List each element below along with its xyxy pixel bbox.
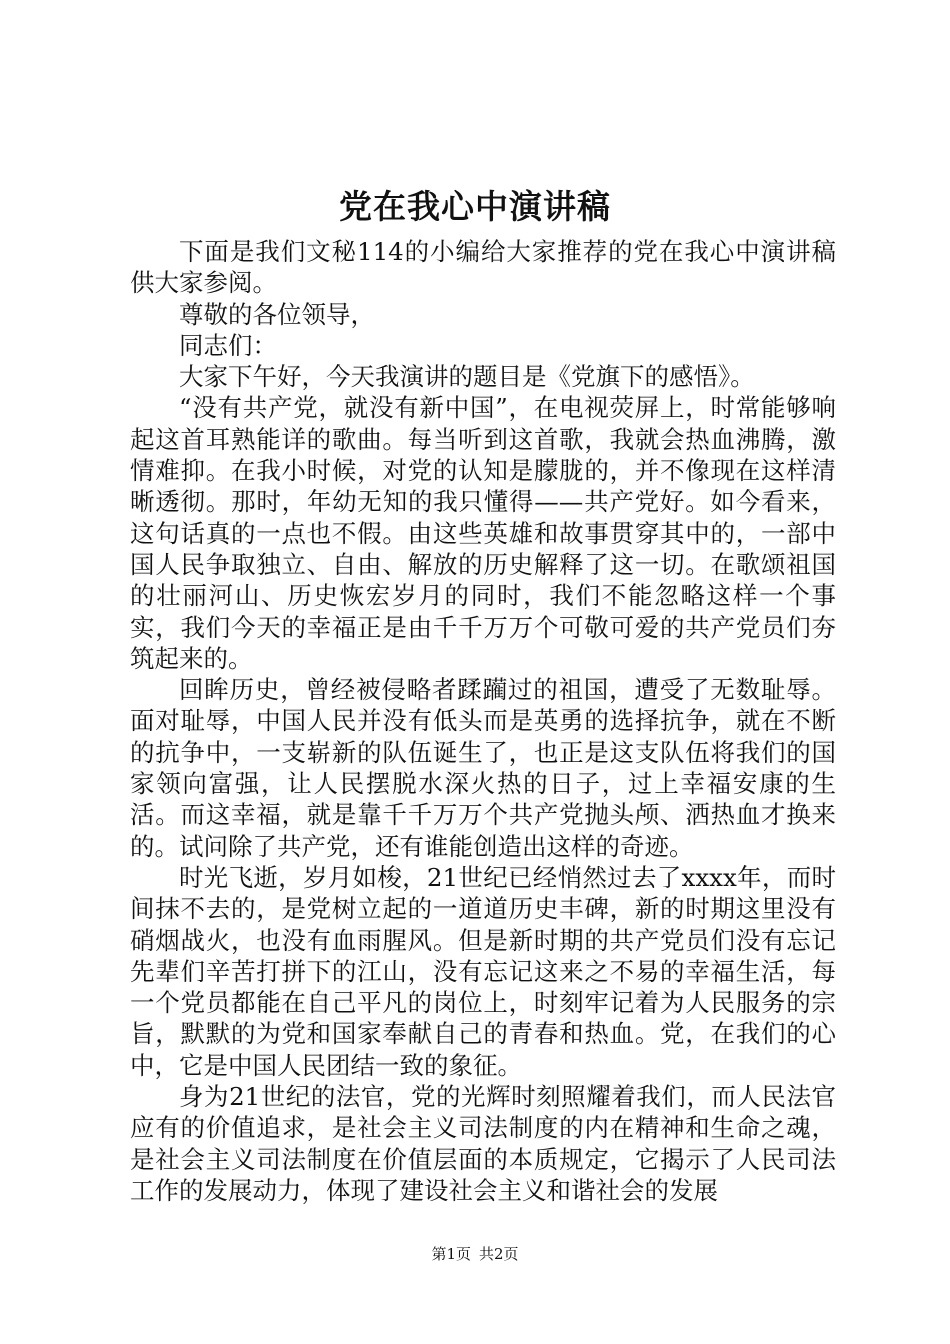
paragraph-salutation: 尊敬的各位领导， (179, 299, 375, 329)
paragraph-topic: 大家下午好，今天我演讲的题目是《党旗下的感悟》。 (179, 362, 755, 392)
page-footer (0, 1244, 950, 1264)
paragraph-address: 同志们： (179, 330, 277, 360)
page-total: 共2页 (479, 1245, 519, 1263)
document-body (130, 236, 836, 1206)
paragraph-body: 时光飞逝，岁月如梭，21世纪已经悄然过去了xxxx年，而时间抹不去的，是党树立起的一道道历史丰碑，新的时期这里没有硝烟战火，也没有血雨腥风。但是新时期的共产党员们没有忘记先辈们辛苦打拼下的江山，没有忘记这来之不易的幸福生活，每一个党员都能在自己平凡的岗位上，时刻牢记着为人民服务的宗旨，默默的为党和国家奉献自己的青春和热血。党，在我们的心中，它是中国人民团结一致的象征。 (130, 862, 836, 1080)
paragraph-body: 回眸历史，曾经被侵略者蹂躏过的祖国，遭受了无数耻辱。面对耻辱，中国人民并没有低头而是英勇的选择抗争，就在不断的抗争中，一支崭新的队伍诞生了，也正是这支队伍将我们的国家领向富强，让人民摆脱水深火热的日子，过上幸福安康的生活。而这幸福，就是靠千千万万个共产党抛头颅、洒热血才换来的。试问除了共产党，还有谁能创造出这样的奇迹。 (130, 675, 836, 861)
paragraph-body: 身为21世纪的法官，党的光辉时刻照耀着我们，而人民法官应有的价值追求，是社会主义司法制度的内在精神和生命之魂，是社会主义司法制度在价值层面的本质规定，它揭示了人民司法工作的发展动力，体现了建设社会主义和谐社会的发展 (130, 1082, 836, 1205)
document-title: 党在我心中演讲稿 (339, 187, 611, 226)
paragraph-body: “没有共产党，就没有新中国”，在电视荧屏上，时常能够响起这首耳熟能详的歌曲。每当听到这首歌，我就会热血沸腾，激情难抑。在我小时候，对党的认知是朦胧的，并不像现在这样清晰透彻。那时，年幼无知的我只懂得——共产党好。如今看来，这句话真的一点也不假。由这些英雄和故事贯穿其中的，一部中国人民争取独立、自由、解放的历史解释了这一切。在歌颂祖国的壮丽河山、历史恢宏岁月的同时，我们不能忽略这样一个事实，我们今天的幸福正是由千千万万个可敬可爱的共产党员们夯筑起来的。 (130, 393, 836, 673)
paragraph-intro: 下面是我们文秘114的小编给大家推荐的党在我心中演讲稿供大家参阅。 (130, 237, 836, 298)
page-number: 第1页 (431, 1245, 471, 1263)
